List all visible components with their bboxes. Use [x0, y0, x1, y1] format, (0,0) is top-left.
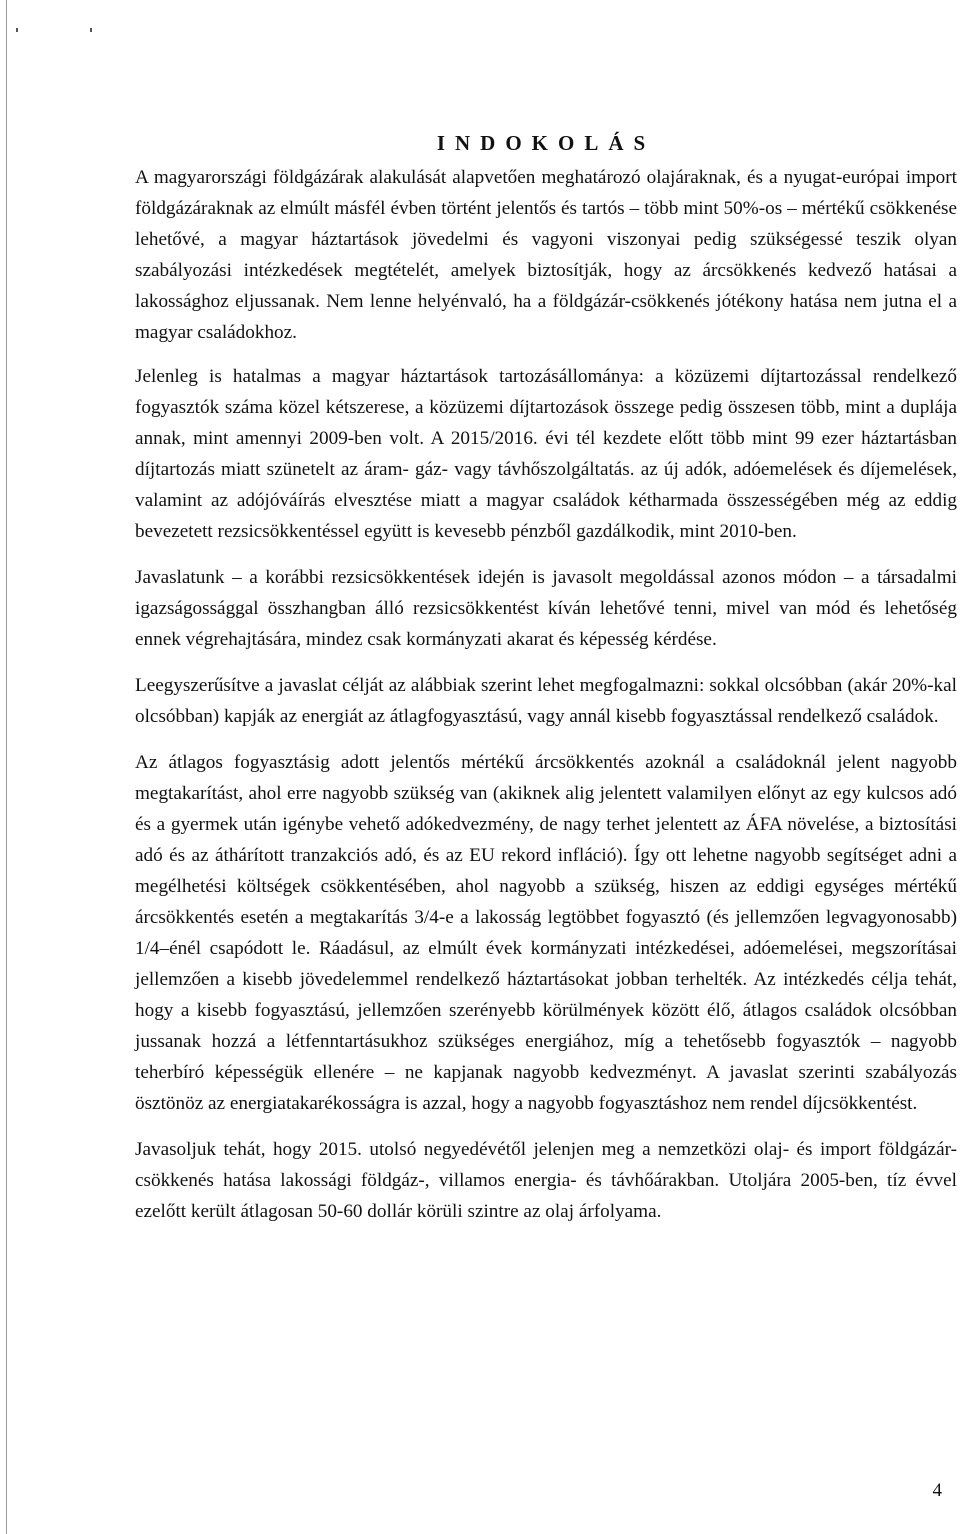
paragraph-1: A magyarországi földgázárak alakulását alapvetően meghatározó olajáraknak, és a nyugat-európai import földgázáraknak az elmúlt másfél évben történt jelentős és tartós – több mint 50%-os – mértékű csökkenése lehetővé, a magyar háztartások jövedelmi és vagyoni viszonyai pedig szükségessé teszik olyan szabályozási intézkedések megtételét, amelyek biztosítják, hogy az árcsökkenés kedvező hatásai a lakossághoz eljussanak. Nem lenne helyénvaló, ha a földgázár-csökkenés jótékony hatása nem jutna el a magyar családokhoz. [135, 167, 957, 343]
scan-mark [90, 28, 92, 32]
document-body [135, 128, 957, 1242]
document-heading: INDOKOLÁS [436, 131, 656, 155]
scan-mark [16, 28, 18, 32]
paragraph-2: Jelenleg is hatalmas a magyar háztartások tartozásállománya: a közüzemi díjtartozással rendelkező fogyasztók száma közel kétszerese, a közüzemi díjtartozások összege pedig összesen több, mint a duplája annak, mint amennyi 2009-ben volt. A 2015/2016. évi tél kezdete előtt több mint 99 ezer háztartásban díjtartozás miatt szünetelt az áram- gáz- vagy távhőszolgáltatás. az új adók, adóemelések és díjemelések, valamint az adójóváírás elvesztése miatt a magyar családok kétharmada összességében még az eddig bevezetett rezsicsökkentéssel együtt is kevesebb pénzből gazdálkodik, mint 2010-ben. [135, 366, 957, 542]
paragraph-6: Javasoljuk tehát, hogy 2015. utolsó negyedévétől jelenjen meg a nemzetközi olaj- és import földgázár-csökkenés hatása lakossági földgáz-, villamos energia- és távhőárakban. Utoljára 2005-ben, tíz évvel ezelőtt került átlagosan 50-60 dollár körüli szintre az olaj árfolyama. [135, 1139, 957, 1222]
paragraph-5: Az átlagos fogyasztásig adott jelentős mértékű árcsökkentés azoknál a családoknál jelent nagyobb megtakarítást, ahol erre nagyobb szükség van (akiknek alig jelentett valamilyen előnyt az egy kulcsos adó és a gyermek után igénybe vehető adókedvezmény, de nagy terhet jelentett az ÁFA növelése, a biztosítási adó és az áthárított tranzakciós adó, és az EU rekord infláció). Így ott lehetne nagyobb segítséget adni a megélhetési költségek csökkentésében, ahol nagyobb a szükség, hiszen az eddigi egységes mértékű árcsökkentés esetén a megtakarítás 3/4-e a lakosság legtöbbet fogyasztó (és jellemzően legvagyonosabb) 1/4–énél csapódott le. Ráadásul, az elmúlt évek kormányzati intézkedései, adóemelései, megszorításai jellemzően a kisebb jövedelemmel rendelkező háztartásokat jobban terhelték. Az intézkedés célja tehát, hogy a kisebb fogyasztású, jellemzően szerényebb körülmények között élő, átlagos családok olcsóbban jussanak hozzá a létfenntartásukhoz szükséges energiához, míg a tehetősebb fogyasztók – nagyobb teherbíró képességük ellenére – ne kapjanak nagyobb kedvezményt. A javaslat szerinti szabályozás ösztönöz az energiatakarékosságra is azzal, hogy a nagyobb fogyasztáshoz nem rendel díjcsökkentést. [135, 752, 957, 1114]
paragraph-4: Leegyszerűsítve a javaslat célját az alábbiak szerint lehet megfogalmazni: sokkal olcsóbban (akár 20%-kal olcsóbban) kapják az energiát az átlagfogyasztású, vagy annál kisebb fogyasztással rendelkező családok. [135, 675, 957, 727]
page-number: 4 [932, 1480, 942, 1501]
paragraph-3: Javaslatunk – a korábbi rezsicsökkentések idején is javasolt megoldással azonos módon – a társadalmi igazságossággal összhangban álló rezsicsökkentést kíván lehetővé tenni, mivel van mód és lehetőség ennek végrehajtására, mindez csak kormányzati akarat és képesség kérdése. [135, 567, 957, 650]
page-edge-line [6, 0, 7, 1534]
